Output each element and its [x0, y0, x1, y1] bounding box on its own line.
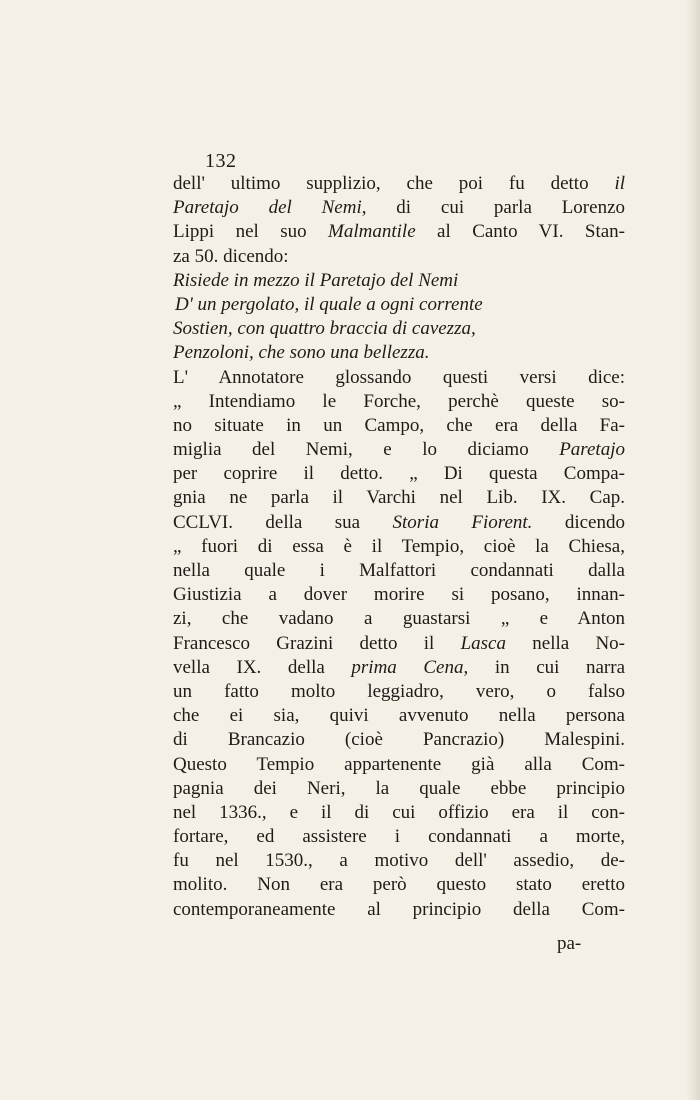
text-line — [173, 656, 625, 680]
text-segment: , di cui parla Lorenzo — [361, 197, 625, 219]
text-segment: fortare, ed assistere i condannati a morte, — [173, 826, 625, 848]
italic-text: Risiede in mezzo il Paretajo del Nemi — [173, 269, 459, 291]
text-line — [173, 728, 625, 752]
text-line — [173, 511, 625, 535]
text-line — [173, 245, 625, 269]
text-segment: di Brancazio (cioè Pancrazio) Malespini. — [173, 729, 625, 751]
text-line — [173, 801, 625, 825]
text-segment: fu nel 1530., a motivo dell' assedio, de- — [173, 850, 625, 872]
text-line — [173, 366, 625, 390]
text-lines — [173, 172, 625, 922]
text-segment: nella No- — [506, 632, 625, 654]
text-line — [173, 753, 625, 777]
italic-text: Penzoloni, che sono una bellezza. — [173, 342, 430, 364]
text-segment: , in cui narra — [463, 656, 626, 678]
text-segment: Giustizia a dover morire si posano, innan- — [173, 584, 625, 606]
text-line — [173, 873, 625, 897]
text-line — [173, 269, 625, 293]
text-line — [173, 632, 625, 656]
text-line — [173, 898, 625, 922]
italic-text: Storia Fiorent. — [392, 511, 533, 533]
text-segment: zi, che vadano a guastarsi „ e Anton — [173, 608, 625, 630]
text-segment: gnia ne parla il Varchi nel Lib. IX. Cap. — [173, 487, 625, 509]
text-line — [173, 704, 625, 728]
text-line — [173, 680, 625, 704]
text-segment: no situate in un Campo, che era della Fa- — [173, 414, 625, 436]
italic-text: Malmantile — [328, 221, 416, 243]
text-line — [173, 172, 625, 196]
text-line — [173, 390, 625, 414]
text-line — [173, 196, 625, 220]
text-line — [173, 607, 625, 631]
text-segment: za 50. dicendo: — [173, 245, 289, 267]
text-segment: pagnia dei Neri, la quale ebbe principio — [173, 777, 625, 799]
text-line — [173, 341, 625, 365]
italic-text: Paretajo — [559, 439, 625, 461]
text-segment: nel 1336., e il di cui offizio era il con- — [173, 801, 625, 823]
text-segment: per coprire il detto. „ Di questa Compa- — [173, 463, 625, 485]
italic-text: il — [614, 173, 625, 194]
text-segment: un fatto molto leggiadro, vero, o falso — [173, 680, 625, 702]
italic-text: prima Cena — [351, 656, 464, 678]
text-line — [173, 438, 625, 462]
text-line — [173, 559, 625, 583]
text-line — [173, 293, 625, 317]
text-segment: molito. Non era però questo stato eretto — [173, 874, 625, 896]
text-line — [173, 849, 625, 873]
text-segment: che ei sia, quivi avvenuto nella persona — [173, 705, 625, 727]
page-edge-shadow — [686, 0, 700, 1100]
text-line — [173, 825, 625, 849]
text-line — [173, 486, 625, 510]
text-segment: L' Annotatore glossando questi versi dice: — [173, 366, 625, 388]
catchword: pa- — [557, 933, 582, 954]
text-segment: Questo Tempio appartenente già alla Com- — [173, 753, 625, 775]
text-line — [173, 317, 625, 341]
text-segment: „ fuori di essa è il Tempio, cioè la Chiesa, — [173, 535, 625, 557]
text-segment: contemporaneamente al principio della Com- — [173, 898, 625, 920]
italic-text: Lasca — [460, 632, 506, 654]
text-segment: dell' ultimo supplizio, che poi fu detto — [173, 173, 615, 194]
text-segment: miglia del Nemi, e lo diciamo — [173, 439, 560, 461]
text-line — [173, 220, 625, 244]
text-segment: vella IX. della — [173, 656, 352, 678]
text-line — [173, 462, 625, 486]
italic-text: Paretajo del Nemi — [173, 197, 362, 219]
text-segment: dicendo — [532, 511, 625, 533]
text-line — [173, 583, 625, 607]
italic-text: Sostien, con quattro braccia di cavezza, — [173, 318, 476, 340]
text-segment: nella quale i Malfattori condannati dalla — [173, 560, 625, 581]
italic-text: D' un pergolato, il quale a ogni corrente — [175, 293, 483, 315]
text-line — [173, 414, 625, 438]
text-line — [173, 535, 625, 559]
text-line — [173, 777, 625, 801]
page-number: 132 — [205, 150, 237, 172]
text-segment: „ Intendiamo le Forche, perchè queste so- — [173, 390, 625, 412]
text-segment: al Canto VI. Stan- — [415, 221, 625, 243]
text-segment: CCLVI. della sua — [173, 511, 393, 533]
text-segment: Francesco Grazini detto il — [173, 632, 461, 654]
text-segment: Lippi nel suo — [173, 221, 329, 243]
